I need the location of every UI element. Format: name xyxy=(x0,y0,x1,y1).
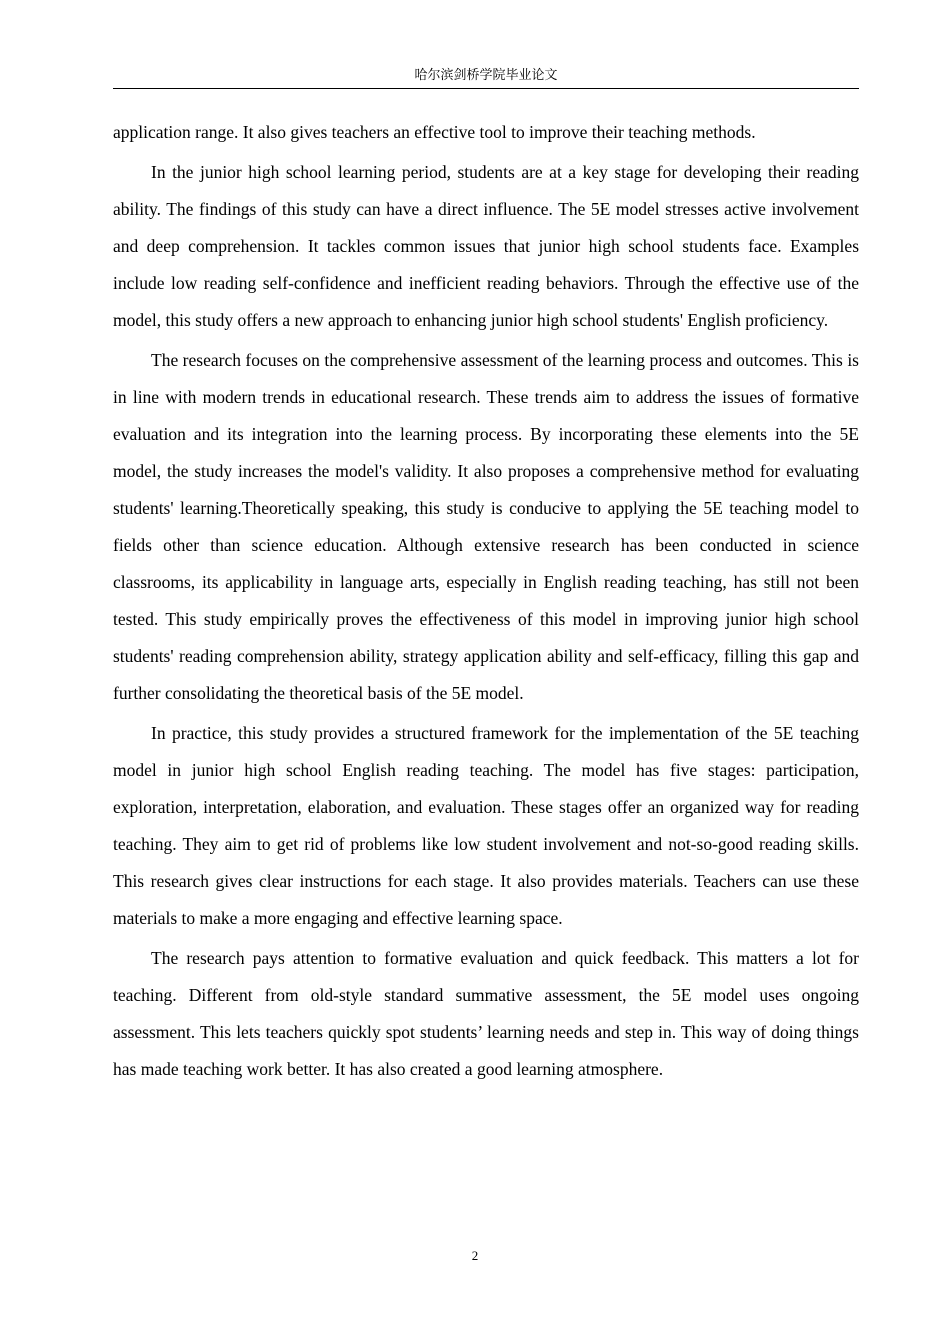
paragraph-junior-high-reading: In the junior high school learning period, students are at a key stage for developing their reading ability. The findings of this study can have a direct influence. The 5E model stresses active involvement and deep comprehension. It tackles common issues that junior high school students face. Examples include low reading self-confidence and inefficient reading behaviors. Through the effective use of the model, this study offers a new approach to enhancing junior high school students' English proficiency. xyxy=(113,162,859,330)
running-header: 哈尔滨剑桥学院毕业论文 xyxy=(414,68,558,83)
paragraph-formative-evaluation: The research pays attention to formative evaluation and quick feedback. This matters a lot for teaching. Different from old-style standard summative assessment, the 5E model uses ongoing assessment. This lets teachers quickly spot students’ learning needs and step in. This way of doing things has made teaching work better. It has also created a good learning atmosphere. xyxy=(113,948,859,1079)
paragraph-structured-framework: In practice, this study provides a structured framework for the implementation of the 5E teaching model in junior high school English reading teaching. The model has five stages: participation, exploration, interpretation, elaboration, and evaluation. These stages offer an organized way for reading teaching. They aim to get rid of problems like low student involvement and not-so-good reading skills. This research gives clear instructions for each stage. It also provides materials. Teachers can use these materials to make a more engaging and effective learning space. xyxy=(113,723,859,928)
header-divider xyxy=(113,88,859,89)
paragraph-continuation: application range. It also gives teachers an effective tool to improve their teaching methods. xyxy=(113,122,756,142)
paragraph-comprehensive-assessment: The research focuses on the comprehensive assessment of the learning process and outcomes. This is in line with modern trends in educational research. These trends aim to address the issues of formative evaluation and its integration into the learning process. By incorporating these elements into the 5E model, the study increases the model's validity. It also proposes a comprehensive method for evaluating students' learning.Theoretically speaking, this study is conducive to applying the 5E teaching model to fields other than science education. Although extensive research has been conducted in science classrooms, its applicability in language arts, especially in English reading teaching, has still not been tested. This study empirically proves the effectiveness of this model in improving junior high school students' reading comprehension ability, strategy application ability and self-efficacy, filling this gap and further consolidating the theoretical basis of the 5E model. xyxy=(113,350,859,703)
page-body xyxy=(113,114,859,1091)
page-number: 2 xyxy=(471,1248,479,1263)
